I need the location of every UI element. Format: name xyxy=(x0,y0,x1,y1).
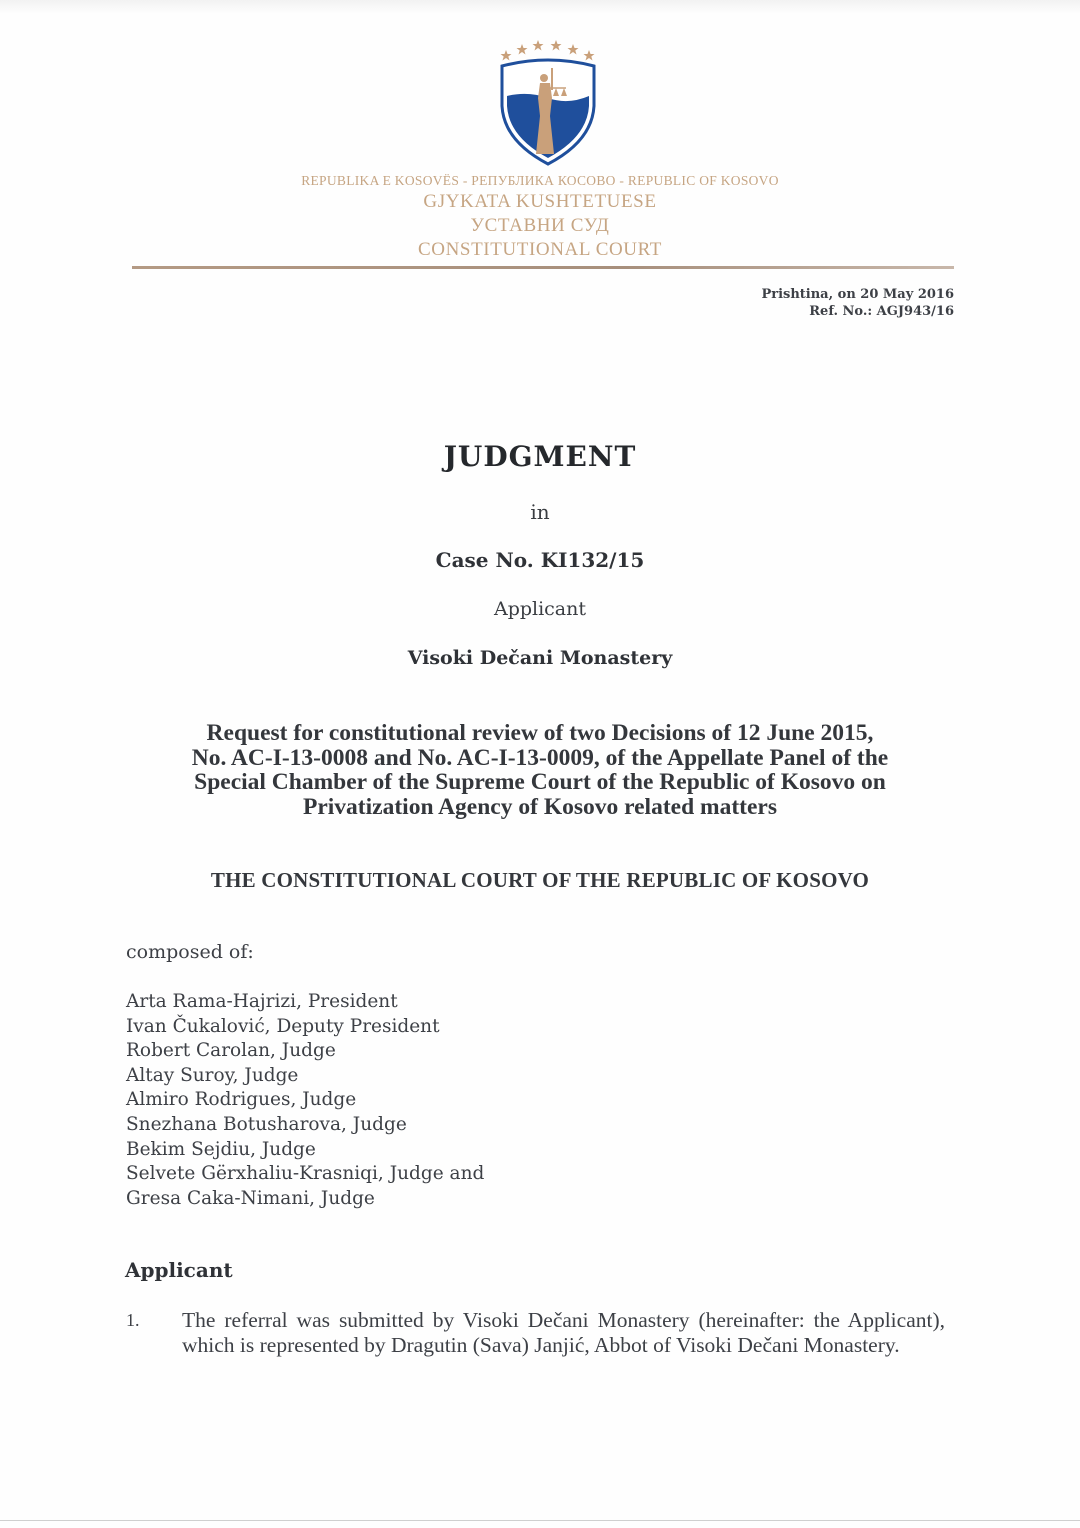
composed-of-label: composed of: xyxy=(126,941,254,963)
case-number: Case No. KI132/15 xyxy=(435,548,645,572)
dateline xyxy=(761,286,954,320)
in-label: in xyxy=(530,500,550,524)
applicant-label: Applicant xyxy=(493,598,587,620)
paragraph-number: 1. xyxy=(126,1310,140,1330)
court-name-serbian: УСТАВНИ СУД xyxy=(470,215,610,236)
letterhead-divider xyxy=(132,266,954,269)
judges-list xyxy=(126,990,484,1211)
judge-item: Gresa Caka-Nimani, Judge xyxy=(126,1187,375,1209)
judge-item: Selvete Gërxhaliu-Krasniqi, Judge and xyxy=(126,1163,485,1185)
judge-item: Almiro Rodrigues, Judge xyxy=(126,1089,357,1111)
court-heading: THE CONSTITUTIONAL COURT OF THE REPUBLIC OF KOSOVO xyxy=(210,868,870,892)
request-line: Privatization Agency of Kosovo related matters xyxy=(302,793,778,820)
republic-line: REPUBLIKA E KOSOVËS - РЕПУБЛИКА КОСОВО - REPUBLIC OF KOSOVO xyxy=(301,173,779,188)
scan-shadow xyxy=(0,0,1080,14)
judge-item: Ivan Čukalović, Deputy President xyxy=(126,1015,440,1037)
constitutional-court-emblem-icon xyxy=(498,36,598,166)
document-title: JUDGMENT xyxy=(443,440,637,473)
stars-icon xyxy=(501,40,595,61)
section-heading-applicant: Applicant xyxy=(125,1258,233,1282)
place-date: Prishtina, on 20 May 2016 xyxy=(761,287,954,302)
judge-item: Bekim Sejdiu, Judge xyxy=(126,1138,316,1160)
judge-item: Arta Rama-Hajrizi, President xyxy=(126,991,398,1012)
request-line: No. AC-I-13-0008 and No. AC-I-13-0009, of the Appellate Panel of the xyxy=(191,744,889,771)
request-line: Special Chamber of the Supreme Court of the Republic of Kosovo on xyxy=(194,769,886,795)
paragraph-text: The referral was submitted by Visoki Dečani Monastery (hereinafter: the Applicant), which is represented by Dragutin (Sava) Janjić, Abbot of Visoki Dečani Monastery. xyxy=(182,1308,945,1357)
page-edge xyxy=(0,1520,1080,1521)
request-line: Request for constitutional review of two Decisions of 12 June 2015, xyxy=(206,720,874,746)
court-name-albanian: GJYKATA KUSHTETUESE xyxy=(423,191,657,212)
request-description xyxy=(140,721,940,819)
judge-item: Snezhana Botusharova, Judge xyxy=(126,1113,407,1135)
court-name-english: CONSTITUTIONAL COURT xyxy=(418,239,662,260)
judge-item: Robert Carolan, Judge xyxy=(126,1040,336,1062)
reference-number: Ref. No.: AGJ943/16 xyxy=(809,304,954,319)
applicant-name: Visoki Dečani Monastery xyxy=(407,647,673,669)
letterhead xyxy=(0,172,1080,262)
judge-item: Altay Suroy, Judge xyxy=(126,1064,299,1086)
